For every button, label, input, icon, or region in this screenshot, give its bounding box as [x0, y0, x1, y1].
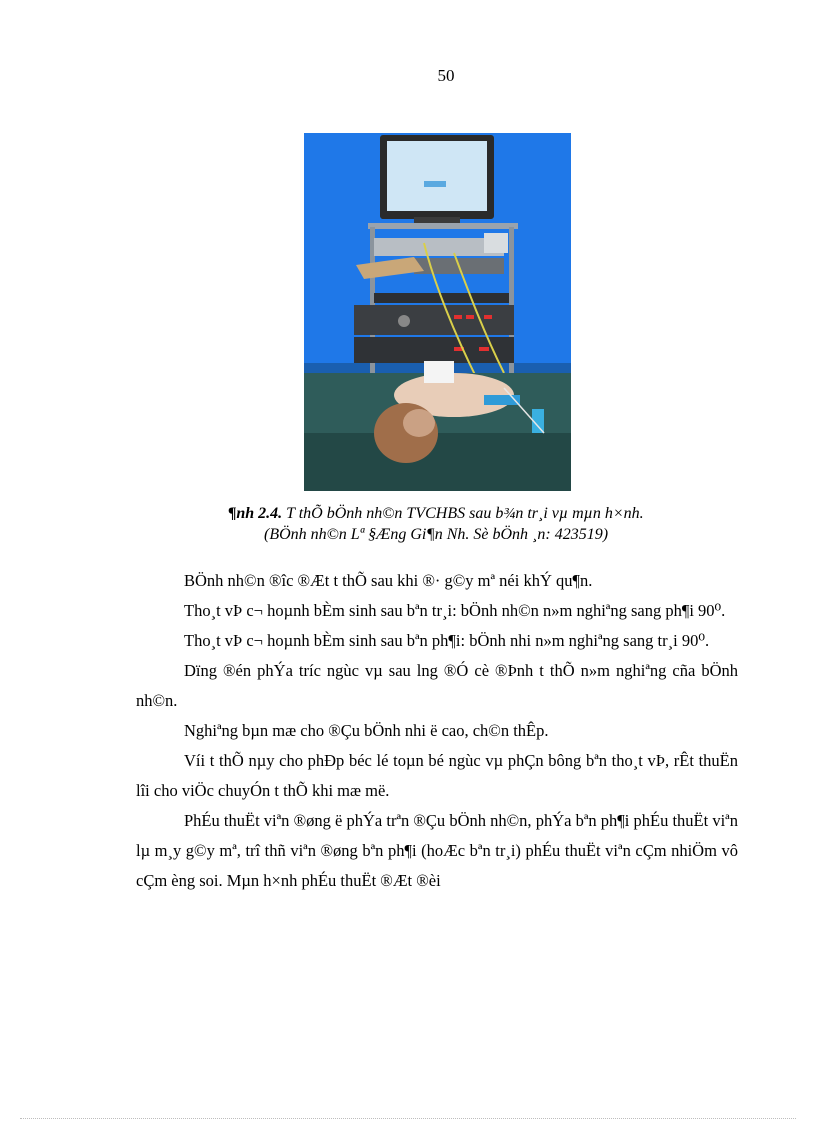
paragraph: Dïng ®én phÝa tríc ngùc vµ sau lng ®Ó cè ®Þnh t thÕ n»m nghiªng cña bÖnh nh©n.	[136, 661, 738, 710]
footer-divider	[20, 1118, 796, 1119]
paragraph: BÖnh nh©n ®îc ®Æt t thÕ sau khi ®· g©y mª néi khÝ qu¶n.	[184, 571, 593, 590]
caption-line-2: (BÖnh nh©n Lª §Æng Gi¶n Nh. Sè bÖnh ¸n: 423519)	[263, 526, 609, 543]
body-text	[136, 566, 738, 896]
paragraph: Víi t thÕ nµy cho phÐp béc lé toµn bé ngùc vµ phÇn bông bªn tho¸t vÞ, rÊt thuËn lîi cho viÖc chuyÓn t thÕ khi mæ më.	[136, 751, 738, 800]
caption-label: ¶nh 2.4.	[228, 505, 283, 522]
paragraph: Tho¸t vÞ c¬ hoµnh bÈm sinh sau bªn ph¶i: bÖnh nhi n»m nghiªng sang tr¸i 90⁰.	[184, 631, 710, 650]
figure-caption	[136, 503, 736, 545]
paragraph: Nghiªng bµn mæ cho ®Çu bÖnh nhi ë cao, ch©n thÊp.	[184, 721, 549, 740]
caption-line-1	[136, 503, 736, 524]
caption-text: T thÕ bÖnh nh©n TVCHBS sau b¾n tr¸i vµ mµn h×nh.	[282, 505, 644, 522]
page-number: 50	[437, 66, 455, 85]
paragraph: PhÉu thuËt viªn ®øng ë phÝa trªn ®Çu bÖnh nh©n, phÝa bªn ph¶i phÉu thuËt viªn lµ m¸y g©y mª, trî thñ viªn ®øng bªn ph¶i (hoÆc bªn tr¸i) phÉu thuËt viªn cÇm nhiÖm vô cÇm èng soi. Mµn h×nh phÉu thuËt ®Æt ®èi	[136, 811, 738, 890]
paragraph: Tho¸t vÞ c¬ hoµnh bÈm sinh sau bªn tr¸i: bÖnh nh©n n»m nghiªng sang ph¶i 90⁰.	[184, 601, 726, 620]
surgery-photo	[304, 133, 571, 491]
